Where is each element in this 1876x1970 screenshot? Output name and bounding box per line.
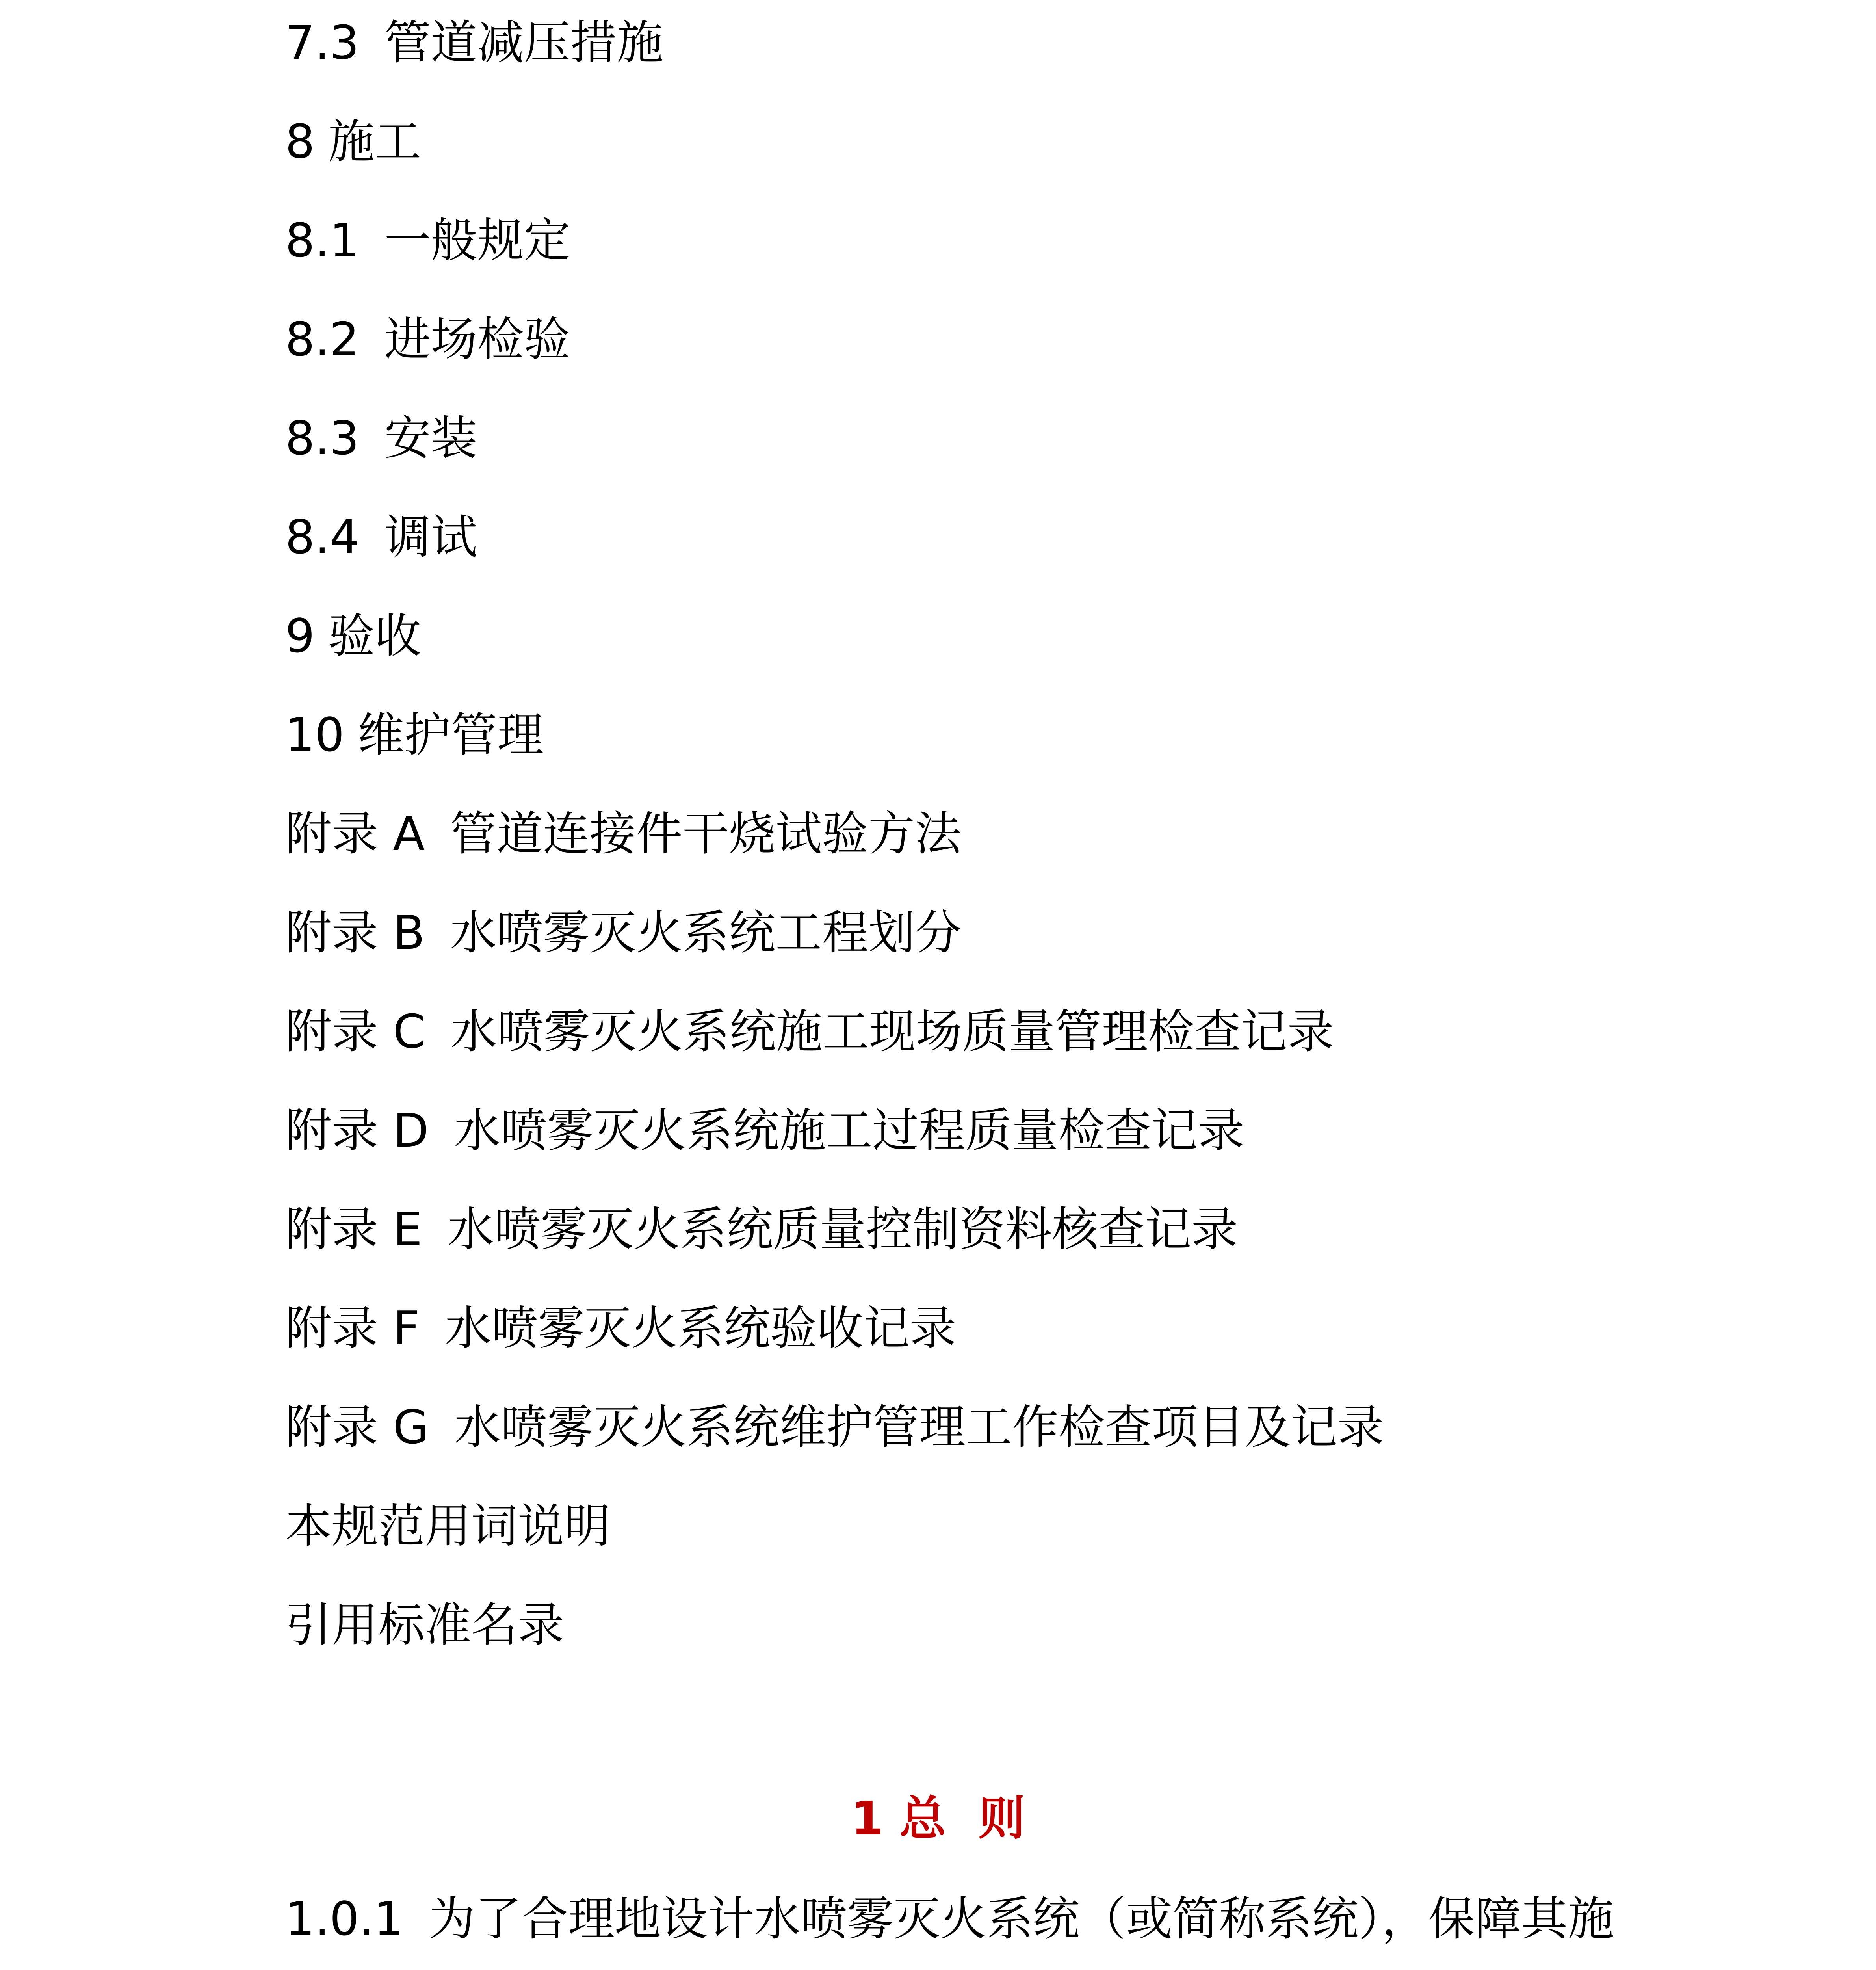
chapter-title: 1 总 则 — [851, 1791, 1025, 1845]
toc-item-title: 水喷雾灭火系统工程划分 — [450, 905, 962, 960]
toc-item-number: 附录 D — [285, 1103, 429, 1158]
toc-item-number: 8.4 — [285, 510, 359, 564]
toc-item-title: 水喷雾灭火系统施工过程质量检查记录 — [454, 1103, 1244, 1158]
toc-item-title: 水喷雾灭火系统质量控制资料核查记录 — [448, 1202, 1238, 1256]
toc-item-title: 水喷雾灭火系统施工现场质量管理检查记录 — [450, 1004, 1334, 1059]
toc-item-title: 验收 — [328, 609, 422, 663]
toc-item-title: 施工 — [328, 114, 422, 169]
toc-item-number: 8.1 — [285, 213, 359, 268]
toc-item-title: 维护管理 — [358, 708, 544, 762]
toc-item-number: 8.3 — [285, 411, 359, 465]
toc-item-number: 8 — [285, 114, 315, 169]
toc-item-title: 水喷雾灭火系统验收记录 — [445, 1301, 957, 1355]
toc-item-number: 附录 A — [285, 807, 425, 861]
toc-item[interactable] — [285, 396, 1384, 494]
toc-item-title: 水喷雾灭火系统维护管理工作检查项目及记录 — [454, 1400, 1384, 1454]
toc-item-title: 引用标准名录 — [285, 1598, 565, 1652]
toc-item-number: 10 — [285, 708, 345, 762]
toc-item[interactable] — [285, 890, 1384, 989]
toc-item[interactable] — [285, 1582, 1384, 1681]
toc-item-title: 一般规定 — [384, 213, 570, 268]
clause-paragraph — [285, 1870, 1648, 1970]
toc-item[interactable] — [285, 791, 1384, 890]
clause-text: 为了合理地设计水喷雾灭火系统（或简称系统），保障其施 — [429, 1892, 1614, 1946]
toc-item[interactable] — [285, 1088, 1384, 1187]
toc-item[interactable] — [285, 494, 1384, 593]
toc-item[interactable] — [285, 297, 1384, 396]
toc-item[interactable] — [285, 198, 1384, 297]
table-of-contents — [285, 0, 1384, 1681]
toc-item[interactable] — [285, 1385, 1384, 1483]
toc-item[interactable] — [285, 1483, 1384, 1582]
toc-item-number: 附录 C — [285, 1004, 425, 1059]
toc-item-title: 进场检验 — [384, 312, 570, 366]
toc-item-title: 本规范用词说明 — [285, 1499, 611, 1553]
toc-item-title: 调试 — [384, 510, 477, 564]
toc-item[interactable] — [285, 692, 1384, 791]
toc-item-number: 7.3 — [285, 15, 359, 70]
toc-item[interactable] — [285, 0, 1384, 99]
toc-item-number: 8.2 — [285, 312, 359, 366]
toc-item-title: 管道减压措施 — [384, 15, 663, 70]
toc-item[interactable] — [285, 1187, 1384, 1286]
toc-item-title: 安装 — [384, 411, 477, 465]
toc-item[interactable] — [285, 593, 1384, 692]
toc-item-number: 附录 G — [285, 1400, 429, 1454]
clause-number: 1.0.1 — [285, 1892, 404, 1946]
toc-item-number: 附录 B — [285, 905, 425, 960]
toc-item[interactable] — [285, 1286, 1384, 1385]
toc-item-number: 附录 F — [285, 1301, 420, 1355]
toc-item-number: 9 — [285, 609, 315, 663]
toc-item[interactable] — [285, 99, 1384, 198]
toc-item[interactable] — [285, 989, 1384, 1088]
toc-item-number: 附录 E — [285, 1202, 423, 1256]
toc-item-title: 管道连接件干烧试验方法 — [450, 807, 962, 861]
